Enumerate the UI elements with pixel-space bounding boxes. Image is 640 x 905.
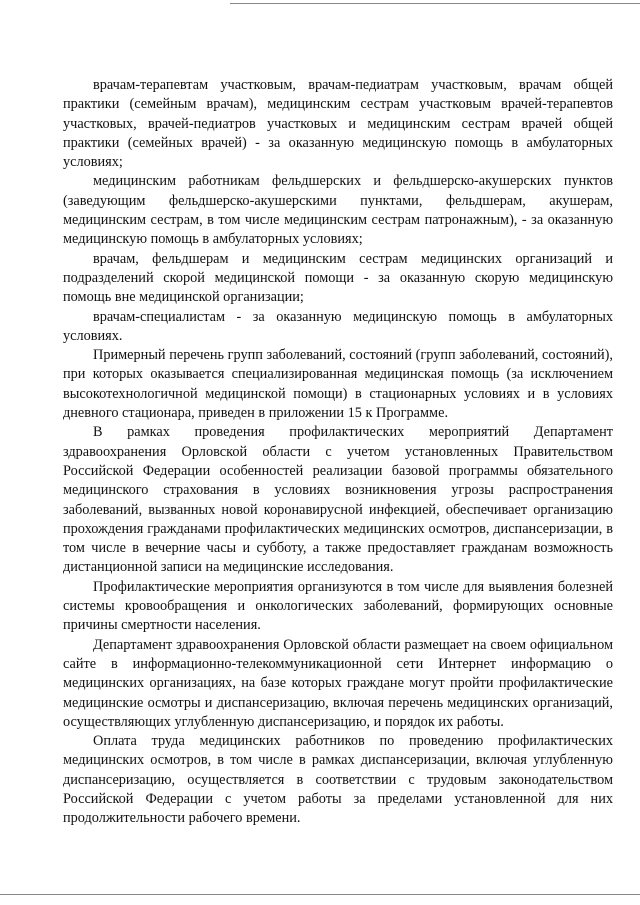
paragraph-labor-payment: Оплата труда медицинских работников по проведению профилактических медицинских осмотров, в том числе в рамках диспансеризации, включая углубленную диспансеризацию, осуществляется в соответствии с трудовым законодательством Российской Федерации с учетом работы за пределами установленной для них продолжительности рабочего времени. [63, 733, 613, 827]
document-page [63, 76, 613, 829]
paragraph-preventive-goals: Профилактические мероприятия организуются в том числе для выявления болезней системы кровообращения и онкологических заболеваний, формирующих основные причины смертности населения. [63, 578, 613, 634]
paragraph-emergency-care: врачам, фельдшерам и медицинским сестрам медицинских организаций и подразделений скорой медицинской помощи - за оказанную скорую медицинскую помощь вне медицинской организации; [63, 250, 613, 306]
paragraph-feldsher-stations: медицинским работникам фельдшерских и фельдшерско-акушерских пунктов (заведующим фельдшерско-акушерскими пунктами, фельдшерам, акушерам, медицинским сестрам, в том числе медицинским сестрам патронажным), - за оказанную медицинскую помощь в амбулаторных условиях; [63, 173, 613, 248]
paragraph-therapists-pediatricians: врачам-терапевтам участковым, врачам-педиатрам участковым, врачам общей практики (семейным врачам), медицинским сестрам участковым врачей-терапевтов участковых, врачей-педиатров участковых и медицинским сестрам врачей общей практики (семейных врачей) - за оказанную медицинскую помощь в амбулаторных условиях; [63, 77, 613, 171]
paragraph-disease-groups: Примерный перечень групп заболеваний, состояний (групп заболеваний, состояний), при которых оказывается специализированная медицинская помощь (за исключением высокотехнологичной медицинской помощи) в стационарных условиях и в условиях дневного стационара, приведен в приложении 15 к Программе. [63, 347, 613, 422]
scan-edge-line-top [230, 3, 640, 4]
paragraph-preventive-measures: В рамках проведения профилактических мероприятий Департамент здравоохранения Орловской области с учетом установленных Правительством Российской Федерации особенностей реализации базовой программы обязательного медицинского страхования в условиях возникновения угрозы распространения заболеваний, вызванных новой коронавирусной инфекцией, обеспечивает организацию прохождения гражданами профилактических медицинских осмотров, диспансеризации, в том числе в вечерние часы и субботу, а также предоставляет гражданам возможность дистанционной записи на медицинские исследования. [63, 424, 613, 576]
scan-edge-line-bottom [0, 894, 640, 895]
paragraph-website-info: Департамент здравоохранения Орловской области размещает на своем официальном сайте в информационно-телекоммуникационной сети Интернет информацию о медицинских организациях, на базе которых граждане могут пройти профилактические медицинские осмотры и диспансеризацию, включая перечень медицинских организаций, осуществляющих углубленную диспансеризацию, и порядок их работы. [63, 636, 613, 730]
paragraph-specialists: врачам-специалистам - за оказанную медицинскую помощь в амбулаторных условиях. [63, 308, 613, 344]
